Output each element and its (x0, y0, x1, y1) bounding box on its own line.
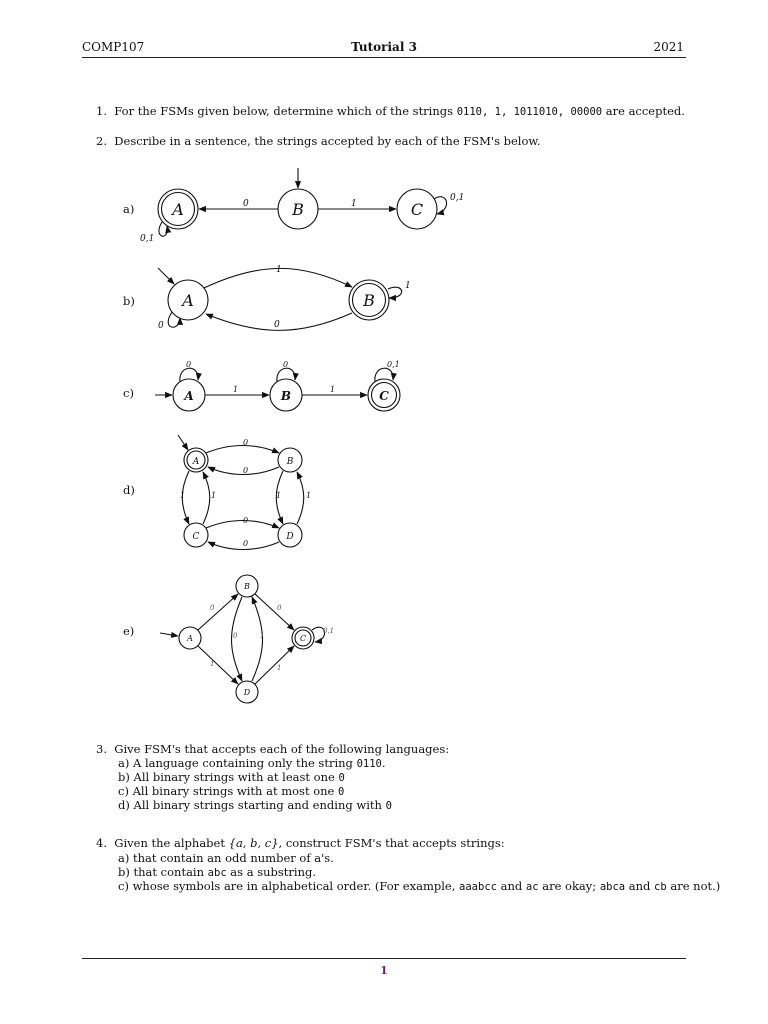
q3-item-d (118, 798, 392, 812)
q3-item-b (118, 770, 345, 784)
question-number: 3. (96, 742, 107, 756)
question-strings: 0110, 1, 1011010, 00000 (456, 106, 603, 118)
edge-label: 1 (351, 199, 357, 209)
item-text: are okay; (538, 879, 600, 893)
item-code: 0 (385, 800, 392, 812)
diagram-e-label: e) (123, 624, 135, 638)
item-text: that contain an odd number of a's. (133, 851, 334, 865)
example-string: aaabcc (459, 881, 497, 893)
item-text: that contain (133, 865, 208, 879)
page-number: 1 (380, 964, 388, 977)
item-text-end: as a substring. (226, 865, 317, 879)
edge-label: 0 (158, 321, 164, 331)
item-text: and (496, 879, 526, 893)
item-label: c) (118, 784, 129, 798)
alphabet: {a, b, c} (228, 836, 279, 850)
item-code: 0 (338, 786, 345, 798)
question-3 (96, 742, 449, 756)
item-label: a) (118, 756, 130, 770)
state-name: A (187, 634, 193, 643)
state-name: B (280, 389, 292, 403)
edge-label: 0,1 (323, 627, 335, 635)
state-name: A (172, 200, 184, 219)
edge-label: 1 (276, 265, 282, 275)
loop-a-A (159, 222, 167, 236)
q4-item-b (118, 865, 316, 879)
state-name: B (244, 582, 250, 591)
state-name: C (192, 532, 200, 542)
edge-label: 0 (277, 604, 282, 612)
state-name: A (184, 389, 194, 403)
state-name: B (292, 200, 304, 219)
edge-label: 1 (180, 491, 186, 500)
item-text-end: are not.) (666, 879, 721, 893)
diagram-d-label: d) (123, 483, 135, 497)
edge-label: 1 (210, 660, 215, 668)
item-text: All binary strings with at most one (132, 784, 339, 798)
edge-label: 0,1 (140, 234, 155, 244)
edge-d-D-B (297, 472, 304, 524)
item-label: b) (118, 865, 130, 879)
item-text: All binary strings with at least one (133, 770, 339, 784)
item-label: b) (118, 770, 130, 784)
question-number: 1. (96, 104, 107, 118)
question-text-end: are accepted. (602, 104, 685, 118)
example-string: ac (525, 881, 539, 893)
state-name: A (192, 457, 200, 467)
diagram-c-label: c) (123, 386, 134, 400)
example-string: abca (599, 881, 626, 893)
edge-label: 0 (243, 466, 249, 475)
q4-item-a (118, 851, 334, 865)
edge-label: 1 (405, 281, 411, 291)
question-text-end: , construct FSM's that accepts strings: (278, 836, 505, 850)
header-year: 2021 (653, 40, 684, 54)
example-string: cb (654, 881, 667, 893)
page-title: Tutorial 3 (351, 40, 417, 54)
edge-label: 0 (243, 539, 249, 548)
state-name: C (299, 634, 307, 643)
start-arrow-e (160, 633, 178, 636)
edge-label: 1 (260, 632, 265, 640)
item-label: a) (118, 851, 130, 865)
edge-label: 0 (186, 360, 192, 369)
state-name: A (182, 291, 194, 310)
item-end: . (381, 756, 386, 770)
loop-a-C (434, 197, 447, 214)
item-text: All binary strings starting and ending with (133, 798, 386, 812)
edge-label: 1 (233, 385, 239, 394)
edge-d-C-A (203, 472, 210, 524)
q3-item-a (118, 756, 386, 770)
state-name: D (286, 532, 294, 542)
question-text: Give FSM's that accepts each of the following languages: (114, 742, 450, 756)
start-arrow-b (158, 268, 174, 284)
footer-rule (82, 958, 686, 959)
item-text: whose symbols are in alphabetical order. (For example, (132, 879, 460, 893)
item-code: 0 (338, 772, 345, 784)
item-code: abc (207, 867, 227, 879)
edge-label: 0 (210, 604, 215, 612)
state-name: B (286, 457, 294, 467)
edge-label: 0 (233, 632, 238, 640)
question-number: 2. (96, 134, 107, 148)
edge-label: 0 (243, 516, 249, 525)
item-text: A language containing only the string (133, 756, 357, 770)
edge-label: 1 (330, 385, 336, 394)
item-label: d) (118, 798, 130, 812)
edge-label: 0 (243, 438, 249, 447)
state-name: C (379, 389, 389, 403)
edge-label: 0,1 (450, 193, 465, 203)
edge-label: 0 (274, 320, 280, 330)
state-name: B (363, 291, 375, 310)
edge-label: 0 (243, 199, 249, 209)
edge-e-A-B (198, 594, 238, 630)
diagram-a-label: a) (123, 202, 135, 216)
state-name: D (243, 688, 251, 697)
diagram-b-label: b) (123, 294, 135, 308)
state-name: C (410, 200, 424, 219)
q3-item-c (118, 784, 344, 798)
question-text: Describe in a sentence, the strings accepted by each of the FSM's below. (114, 134, 541, 148)
q4-item-c (118, 879, 720, 893)
edge-label: 1 (211, 491, 217, 500)
edge-label: 1 (306, 491, 312, 500)
item-text: and (625, 879, 655, 893)
edge-e-D-C (255, 646, 294, 684)
edge-label: 0 (283, 360, 289, 369)
edge-label: 1 (277, 664, 282, 672)
question-text: Given the alphabet (114, 836, 229, 850)
edge-label: 1 (276, 491, 282, 500)
question-number: 4. (96, 836, 107, 850)
header-course: COMP107 (82, 40, 145, 54)
item-code: 0110 (356, 758, 382, 770)
question-4 (96, 836, 505, 850)
start-arrow-d (178, 435, 188, 450)
edge-label: 0,1 (387, 360, 400, 369)
item-label: c) (118, 879, 129, 893)
question-text: For the FSMs given below, determine which of the strings (114, 104, 457, 118)
loop-b-B (388, 287, 402, 298)
